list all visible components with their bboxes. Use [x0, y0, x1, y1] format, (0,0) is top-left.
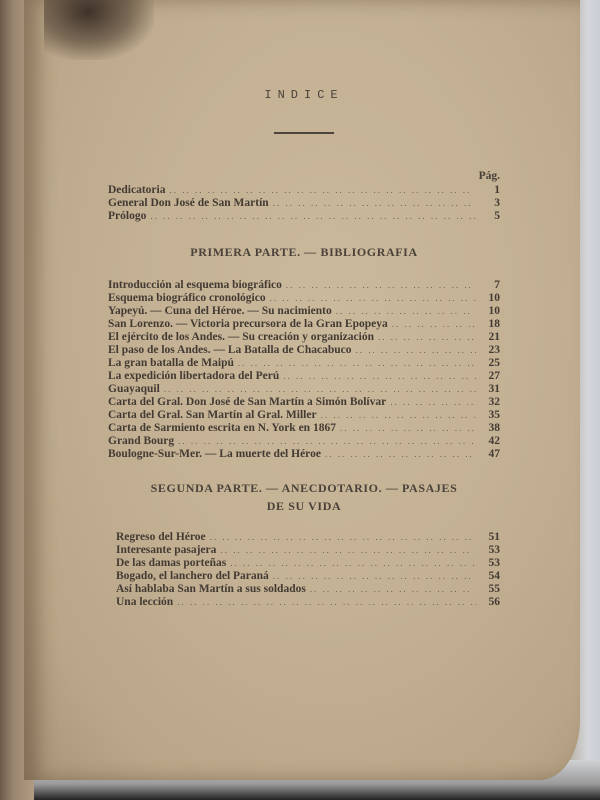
dot-leader — [238, 357, 476, 370]
entry-label: Yapeyú. — Cuna del Héroe. — Su nacimiento — [108, 305, 332, 317]
entry-page: 35 — [488, 409, 500, 421]
toc-entry — [108, 184, 500, 197]
toc-entry — [108, 331, 500, 344]
toc-entry — [116, 531, 500, 544]
dot-leader — [150, 210, 476, 223]
toc-entry — [108, 305, 500, 318]
dot-leader — [286, 279, 476, 292]
entry-label: Carta del Gral. Don José de San Martín a Simón Bolívar — [108, 396, 387, 408]
toc-entry — [108, 422, 500, 435]
entry-page: 23 — [488, 344, 500, 356]
dot-leader — [283, 370, 476, 383]
entry-label: Carta de Sarmiento escrita en N. York en 1867 — [108, 422, 336, 434]
title-divider — [274, 132, 334, 134]
dot-leader — [270, 292, 476, 305]
dot-leader — [355, 344, 476, 357]
dot-leader — [325, 448, 476, 461]
entry-page: 10 — [488, 292, 500, 304]
entry-page: 25 — [488, 357, 500, 369]
dot-leader — [210, 531, 476, 544]
dot-leader — [340, 422, 476, 435]
entry-label: El paso de los Andes. — La Batalla de Chacabuco — [108, 344, 352, 356]
part2-list — [108, 531, 500, 609]
dot-leader — [321, 409, 476, 422]
entry-label: Grand Bourg — [108, 435, 175, 447]
entry-page: 53 — [488, 544, 500, 556]
entry-label: Introducción al esquema biográfico — [108, 279, 282, 291]
toc-entry — [108, 396, 500, 409]
dot-leader — [273, 570, 476, 583]
entry-label: Boulogne-Sur-Mer. — La muerte del Héroe — [108, 448, 321, 460]
entry-page: 1 — [494, 184, 500, 196]
page-column-header: Pág. — [478, 170, 500, 182]
entry-label: El ejército de los Andes. — Su creación y organización — [108, 331, 374, 343]
entry-page: 38 — [488, 422, 500, 434]
section-title-line: SEGUNDA PARTE. — ANECDOTARIO. — PASAJES — [150, 481, 458, 495]
entry-page: 21 — [488, 331, 500, 343]
entry-page: 53 — [488, 557, 500, 569]
entry-page: 31 — [488, 383, 500, 395]
entry-page: 42 — [488, 435, 500, 447]
dot-leader — [177, 596, 476, 609]
entry-label: Dedicatoria — [108, 184, 166, 196]
entry-label: General Don José de San Martín — [108, 197, 269, 209]
front-matter-list — [108, 184, 500, 223]
toc-entry — [108, 344, 500, 357]
entry-label: La gran batalla de Maipú — [108, 357, 234, 369]
part1-list — [108, 279, 500, 461]
dot-leader — [392, 318, 476, 331]
dot-leader — [378, 331, 476, 344]
toc-entry — [108, 370, 500, 383]
entry-page: 5 — [494, 210, 500, 222]
entry-label: Bogado, el lanchero del Paraná — [116, 570, 269, 582]
toc-entry — [108, 409, 500, 422]
toc-entry — [108, 279, 500, 292]
toc-entry — [108, 292, 500, 305]
dot-leader — [178, 435, 476, 448]
entry-label: Guayaquil — [108, 383, 160, 395]
toc-entry — [108, 318, 500, 331]
entry-page: 56 — [488, 596, 500, 608]
entry-label: San Lorenzo. — Victoria precursora de la Gran Epopeya — [108, 318, 388, 330]
entry-label: Una lección — [116, 596, 174, 608]
entry-label: Prólogo — [108, 210, 147, 222]
entry-page: 18 — [488, 318, 500, 330]
entry-page: 51 — [488, 531, 500, 543]
entry-label: Esquema biográfico cronológico — [108, 292, 266, 304]
toc-entry — [116, 570, 500, 583]
entry-page: 7 — [494, 279, 500, 291]
toc-entry — [116, 557, 500, 570]
toc-entry — [108, 357, 500, 370]
entry-label: Regreso del Héroe — [116, 531, 206, 543]
dot-leader — [169, 184, 476, 197]
toc-entry — [108, 383, 500, 396]
entry-page: 3 — [494, 197, 500, 209]
dot-leader — [220, 544, 476, 557]
toc-entry — [108, 210, 500, 223]
toc-entry — [116, 544, 500, 557]
dot-leader — [310, 583, 476, 596]
entry-label: La expedición libertadora del Perú — [108, 370, 280, 382]
section-title-line: DE SU VIDA — [266, 499, 342, 513]
entry-page: 54 — [488, 570, 500, 582]
table-of-contents — [108, 88, 500, 609]
dot-leader — [336, 305, 476, 318]
section-title-part1: PRIMERA PARTE. — BIBLIOGRAFIA — [190, 245, 418, 259]
toc-entry — [108, 197, 500, 210]
dot-leader — [230, 557, 476, 570]
toc-entry — [108, 448, 500, 461]
entry-page: 32 — [488, 396, 500, 408]
entry-label: Interesante pasajera — [116, 544, 217, 556]
toc-entry — [116, 596, 500, 609]
finger-shadow — [44, 0, 154, 60]
entry-label: Así hablaba San Martín a sus soldados — [116, 583, 306, 595]
toc-entry — [108, 435, 500, 448]
section-title-part2 — [108, 479, 500, 515]
toc-entry — [116, 583, 500, 596]
entry-label: Carta del Gral. San Martín al Gral. Miller — [108, 409, 317, 421]
dot-leader — [390, 396, 476, 409]
entry-page: 47 — [488, 448, 500, 460]
dot-leader — [273, 197, 476, 210]
page-title: INDICE — [264, 88, 344, 102]
entry-page: 27 — [488, 370, 500, 382]
entry-page: 55 — [488, 583, 500, 595]
entry-label: De las damas porteñas — [116, 557, 227, 569]
dot-leader — [164, 383, 476, 396]
entry-page: 10 — [488, 305, 500, 317]
